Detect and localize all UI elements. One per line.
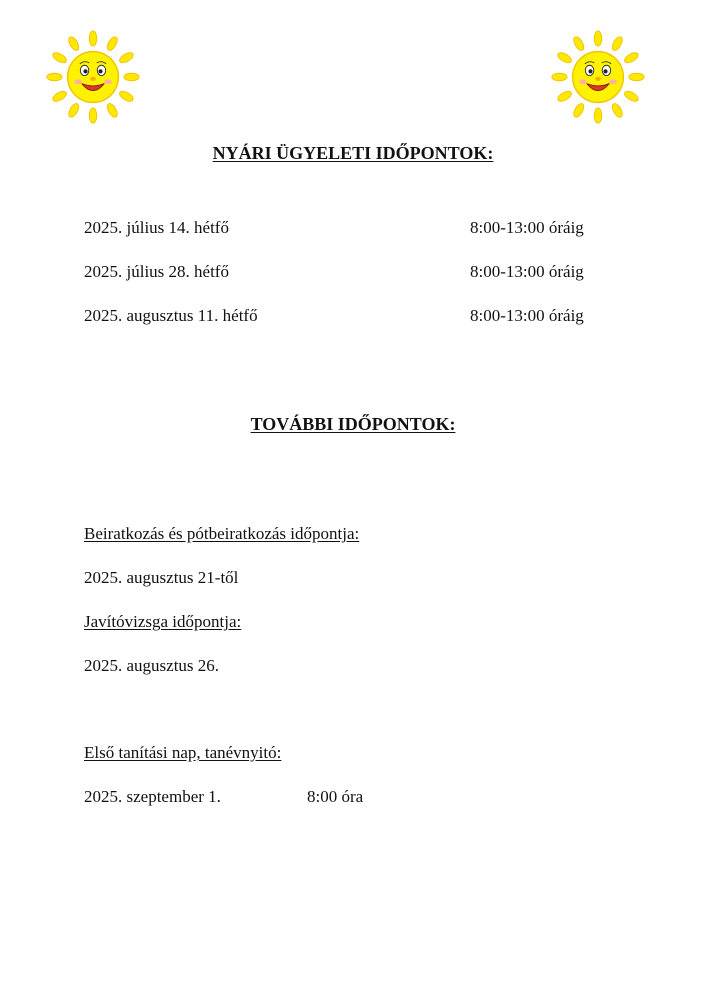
duty-row	[84, 306, 604, 330]
duty-row	[84, 262, 604, 286]
enrollment-label: Beiratkozás és pótbeiratkozás időpontja:	[84, 524, 360, 543]
duty-date: 2025. július 14. hétfő	[84, 218, 229, 237]
duty-time: 8:00-13:00 óráig	[470, 218, 584, 237]
duty-date: 2025. augusztus 11. hétfő	[84, 306, 258, 325]
smiling-sun-icon	[46, 30, 140, 124]
duty-time: 8:00-13:00 óráig	[470, 262, 584, 281]
enrollment-date: 2025. augusztus 21-től	[84, 568, 239, 587]
exam-label: Javítóvizsga időpontja:	[84, 612, 242, 631]
exam-date: 2025. augusztus 26.	[84, 656, 220, 675]
first-day-date: 2025. szeptember 1.	[84, 787, 221, 806]
first-day-time: 8:00 óra	[307, 787, 364, 806]
duty-date: 2025. július 28. hétfő	[84, 262, 229, 281]
duty-row	[84, 218, 604, 242]
summer-duty-heading: NYÁRI ÜGYELETI IDŐPONTOK:	[212, 143, 494, 163]
first-day-label: Első tanítási nap, tanévnyitó:	[84, 743, 282, 762]
duty-time: 8:00-13:00 óráig	[470, 306, 584, 325]
smiling-sun-icon	[551, 30, 645, 124]
further-dates-heading: TOVÁBBI IDŐPONTOK:	[250, 414, 456, 434]
